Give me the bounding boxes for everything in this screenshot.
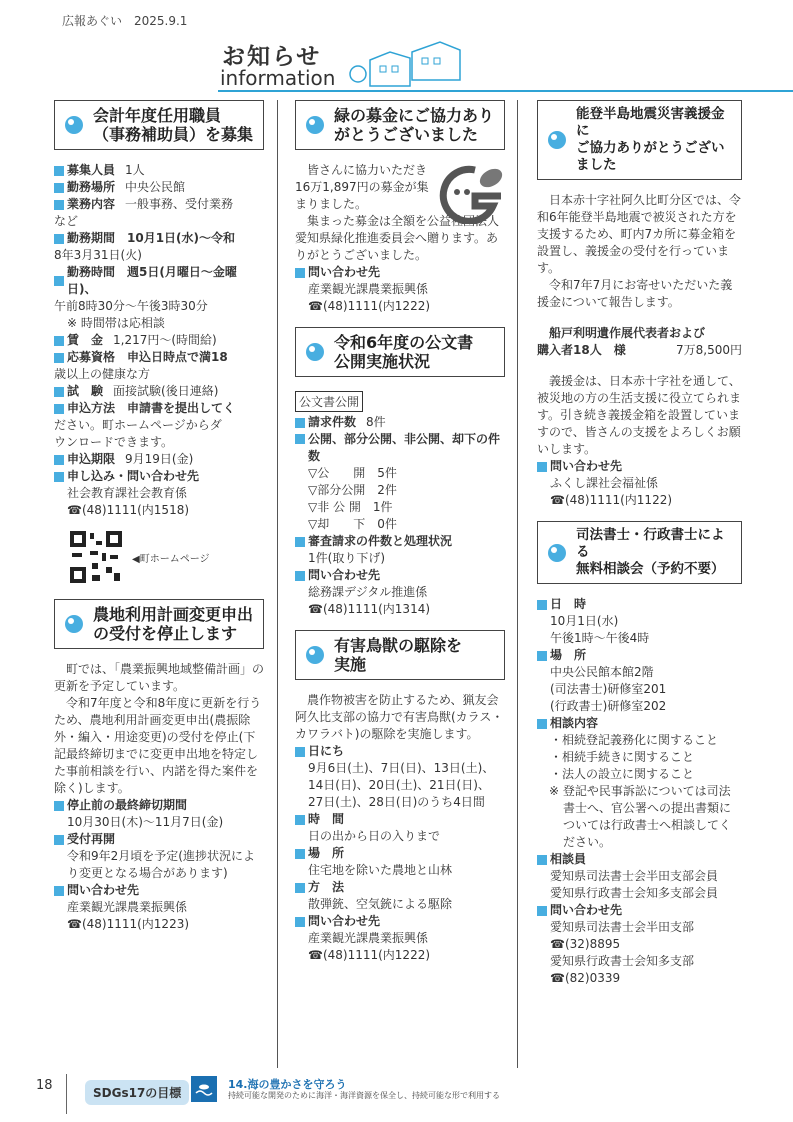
list-item: ▽部分公開 2件 <box>308 483 397 497</box>
header-rule <box>218 90 793 92</box>
item-text: 住宅地を除いた農地と山林 <box>308 863 453 877</box>
article-title-box <box>537 521 742 584</box>
article-title: の受付を停止します <box>93 624 238 643</box>
item-label: 試 験 面接試験(後日連絡) <box>54 383 264 400</box>
item-text: 10月1日(水) <box>550 614 619 628</box>
paragraph: 町では、「農業振興地域整備計画」の更新を予定しています。 <box>54 662 265 693</box>
category-tag: 公文書公開 <box>295 391 363 412</box>
item-text: (司法書士)研修室201 <box>550 682 667 696</box>
article-title-box <box>295 327 505 377</box>
item-label: 問い合わせ先 <box>537 458 742 475</box>
item-label: 募集人員 1人 <box>54 162 264 179</box>
item-text: 中央公民館本館2階 <box>550 665 654 679</box>
item-label: 業務内容 一般事務、受付業務 <box>54 196 264 213</box>
item-text: 歳以上の健康な方 <box>54 367 151 381</box>
item-label: 申し込み・問い合わせ先 <box>54 468 264 485</box>
item-label: 請求件数 8件 <box>295 414 505 431</box>
article-title: 農地利用計画変更申出 <box>93 605 254 624</box>
list-item: ▽公 開 5件 <box>308 466 397 480</box>
item-text: 8年3月31日(火) <box>54 248 142 262</box>
bullet-icon <box>64 614 84 634</box>
column-3 <box>537 100 742 987</box>
qr-link[interactable] <box>68 529 264 585</box>
article-title: 有害鳥獣の駆除を <box>334 636 463 655</box>
article-title: 司法書士・行政書士による <box>576 527 725 560</box>
article-title: （事務補助員）を募集 <box>93 125 254 144</box>
item-label: 勤務期間 10月1日(水)～令和 <box>54 230 264 247</box>
phone-number: ☎(48)1111(内1223) <box>67 917 190 931</box>
bullet-icon <box>305 342 325 362</box>
sdg14-icon <box>191 1076 217 1102</box>
item-text: 愛知県行政書士会知多支部会員 <box>550 886 719 900</box>
item-text: 散弾銃、空気銃による駆除 <box>308 897 453 911</box>
green-feather-logo <box>435 162 505 224</box>
list-item: ・相続手続きに関すること <box>550 750 695 764</box>
sdgs-badge: SDGs17の目標 <box>85 1080 189 1105</box>
item-text: ふくし課社会福祉係 <box>550 476 659 490</box>
item-text: (行政書士)研修室202 <box>550 699 667 713</box>
list-item: ・相続登記義務化に関すること <box>550 733 719 747</box>
issue-date: 広報あぐい 2025.9.1 <box>62 14 188 28</box>
note-text: ※ 登記や民事訴訟については司法書士へ、官公署への提出書類については行政書士へ相談してください。 <box>549 784 732 849</box>
column-divider <box>517 100 518 1068</box>
donation-amount: 7万8,500円 <box>676 343 742 357</box>
article-title-box <box>295 100 505 150</box>
item-text: 産業観光課農業振興係 <box>308 282 429 296</box>
item-text: 愛知県行政書士会知多支部 <box>550 954 695 968</box>
phone-number: ☎(48)1111(内1518) <box>67 503 190 517</box>
phone-number: ☎(32)8895 <box>550 937 621 951</box>
paragraph: 令和7年7月にお寄せいただいた義援金について報告します。 <box>537 278 733 309</box>
bullet-icon <box>305 115 325 135</box>
item-label: 勤務時間 週5日(月曜日～金曜日)、 <box>54 264 264 298</box>
item-label: 応募資格 申込日時点で満18 <box>54 349 264 366</box>
footer-divider <box>66 1074 67 1114</box>
item-label: 審査請求の件数と処理状況 <box>295 533 505 550</box>
item-label: 日 時 <box>537 596 742 613</box>
item-label: 賃 金 1,217円～(時間給) <box>54 332 264 349</box>
list-item: ・法人の設立に関すること <box>550 767 695 781</box>
list-item: ▽非 公 開 1件 <box>308 500 393 514</box>
item-text: 愛知県司法書士会半田支部会員 <box>550 869 719 883</box>
article-title: 公開実施状況 <box>334 352 431 371</box>
item-text: 午後1時～午後4時 <box>550 631 650 645</box>
article-title: 実施 <box>334 655 367 674</box>
bullet-icon <box>547 543 567 563</box>
item-label: 停止前の最終締切期間 <box>54 797 264 814</box>
list-item: ▽却 下 0件 <box>308 517 397 531</box>
item-text: 日の出から日の入りまで <box>308 829 441 843</box>
item-label: 問い合わせ先 <box>537 902 742 919</box>
article-title: 能登半島地震災害義援金に <box>576 106 725 139</box>
article-title: ご協力ありがとうございました <box>576 140 725 173</box>
item-label: 場 所 <box>295 845 505 862</box>
item-text: 10月30日(木)～11月7日(金) <box>67 815 224 829</box>
item-text: ださい。町ホームページからダ <box>54 418 222 432</box>
item-label: 時 間 <box>295 811 505 828</box>
qr-caption: ◀町ホームページ <box>132 553 210 565</box>
item-label: 相談内容 <box>537 715 742 732</box>
bullet-icon <box>547 130 567 150</box>
item-text: 社会教育課社会教育係 <box>67 486 188 500</box>
item-label: 申込方法 申請書を提出してく <box>54 400 264 417</box>
item-label: 問い合わせ先 <box>54 882 264 899</box>
paragraph: 農作物被害を防止するため、猟友会阿久比支部の協力で有害鳥獣(カラス・カワラバト)の駆除を実施します。 <box>295 693 504 741</box>
page-number: 18 <box>36 1078 53 1093</box>
item-text: 産業観光課農業振興係 <box>67 900 188 914</box>
item-label: 勤務場所 中央公民館 <box>54 179 264 196</box>
sdg-goal-description: 持続可能な開発のために海洋・海洋資源を保全し、持続可能な形で利用する <box>228 1091 500 1100</box>
item-text: 総務課デジタル推進係 <box>308 585 428 599</box>
item-label: 申込期限 9月19日(金) <box>54 451 264 468</box>
item-label: 場 所 <box>537 647 742 664</box>
paragraph: 日本赤十字社阿久比町分区では、令和6年能登半島地震で被災された方を支援するため、町内7カ所に募金箱を設置し、義援金の受付を行っています。 <box>537 193 742 275</box>
item-label: 方 法 <box>295 879 505 896</box>
item-text: 午前8時30分～午後3時30分 <box>54 299 208 313</box>
qr-code-icon[interactable] <box>68 529 124 585</box>
article-title: 無料相談会（予約不要） <box>576 561 725 577</box>
item-text: 産業観光課農業振興係 <box>308 931 429 945</box>
item-label: 受付再開 <box>54 831 264 848</box>
paragraph: 令和7年度と令和8年度に更新を行うため、農地利用計画変更申出(農振除外・編入・用途変更)の受付を停止(下記最終締切までに変更申出地を特定した事前相談を行い、内諾を得た案件を除く)します。 <box>54 696 262 795</box>
item-label: 日にち <box>295 743 505 760</box>
item-text: 9月6日(土)、7日(日)、13日(土)、14日(日)、20日(土)、21日(日)、27日(土)、28日(日)のうち4日間 <box>308 761 495 809</box>
item-text: 1件(取り下げ) <box>308 551 385 565</box>
note-text: ※ 時間帯は応相談 <box>67 316 165 330</box>
article-title-box <box>54 599 264 649</box>
item-text: 愛知県司法書士会半田支部 <box>550 920 695 934</box>
phone-number: ☎(48)1111(内1314) <box>308 602 431 616</box>
phone-number: ☎(48)1111(内1222) <box>308 299 431 313</box>
column-divider <box>277 100 278 1068</box>
item-text: など <box>54 214 79 228</box>
item-label: 問い合わせ先 <box>295 567 505 584</box>
item-label: 公開、部分公開、非公開、却下の件数 <box>295 431 505 465</box>
article-title-box <box>54 100 264 150</box>
item-label: 問い合わせ先 <box>295 913 505 930</box>
item-text: ウンロードできます。 <box>54 435 174 449</box>
sdg-goal-title: 14.海の豊かさを守ろう <box>228 1078 347 1091</box>
bullet-icon <box>64 115 84 135</box>
column-2 <box>295 100 505 964</box>
donor-name: 船戸利明遺作展代表者および <box>549 326 706 340</box>
phone-number: ☎(48)1111(内1122) <box>550 493 673 507</box>
column-1 <box>54 100 264 933</box>
item-text: 令和9年2月頃を予定(進捗状況により変更となる場合があります) <box>67 849 255 880</box>
paragraph: 皆さんに協力いただき16万1,897円の募金が集まりました。 <box>295 163 429 211</box>
donor-name: 購入者18人 様 <box>537 343 626 357</box>
item-label: 相談員 <box>537 851 742 868</box>
article-title: 緑の募金にご協力あり <box>334 106 495 125</box>
item-label: 問い合わせ先 <box>295 264 505 281</box>
phone-number: ☎(82)0339 <box>550 971 621 985</box>
article-title: がとうございました <box>334 125 479 144</box>
page-title: お知らせ <box>222 44 322 70</box>
building-illustration <box>330 30 480 94</box>
article-title: 令和6年度の公文書 <box>334 333 474 352</box>
article-title: 会計年度任用職員 <box>93 106 222 125</box>
page-subtitle: information <box>220 66 336 90</box>
paragraph: 義援金は、日本赤十字社を通して、被災地の方の生活支援に役立てられます。引き続き義援金箱を設置していますので、皆さんの支援をよろしくお願いします。 <box>537 374 742 456</box>
paragraph: 集まった募金は全額を公益社団法人愛知県緑化推進委員会へ贈ります。ありがとうございました。 <box>295 214 500 262</box>
article-title-box <box>295 630 505 680</box>
article-title-box <box>537 100 742 180</box>
phone-number: ☎(48)1111(内1222) <box>308 948 431 962</box>
bullet-icon <box>305 645 325 665</box>
